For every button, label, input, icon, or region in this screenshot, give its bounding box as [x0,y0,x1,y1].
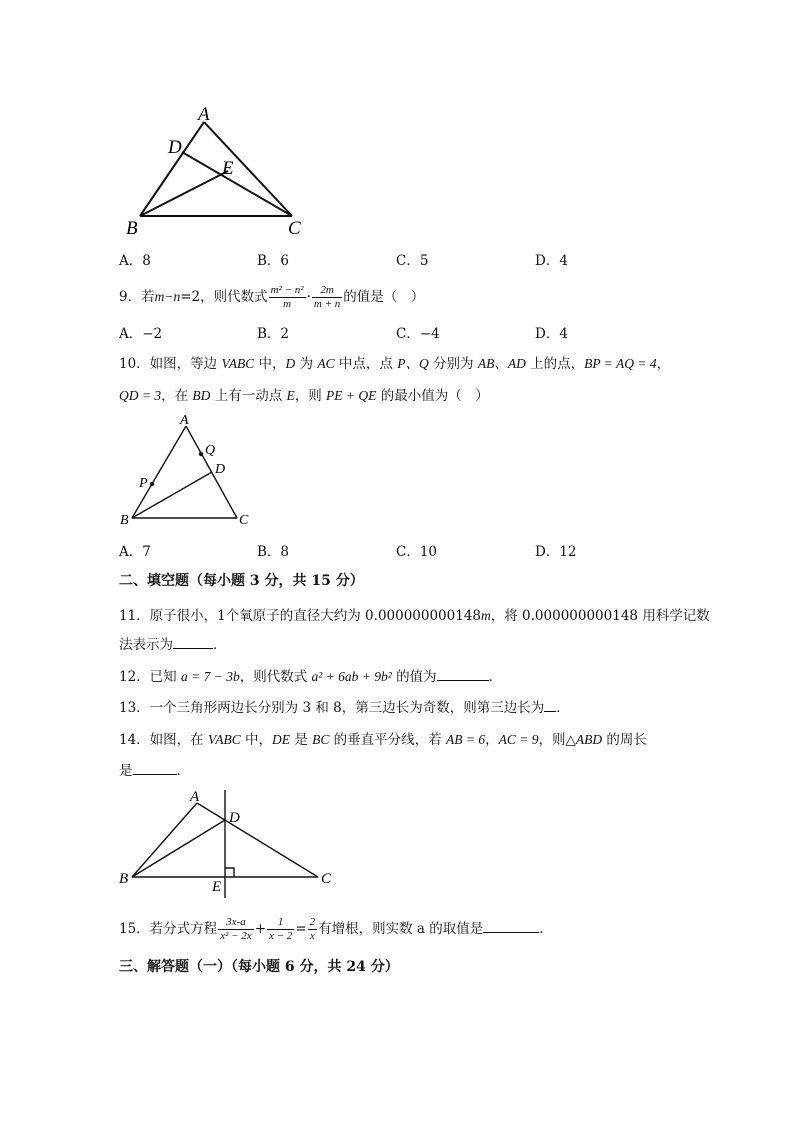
question-10-line-1 [119,352,670,372]
section-3-heading: 三、解答题（一）（每小题 6 分，共 24 分） [119,959,399,975]
question-14-line-1 [119,728,647,748]
q14-text-a: 14．如图，在 [119,732,208,748]
q9-option-a: A．−2 [119,326,163,342]
segment-ab [132,803,197,877]
q11-text-b: ，将 0.000000000148 用科学记数 [490,608,710,624]
label-b: B [119,871,129,887]
q15-equals: = [295,921,307,937]
q14-answer-blank [133,762,177,775]
q14-equation-ab: AB = 6 [445,732,486,747]
q10-text-k: 的最小值为（ ） [376,388,489,404]
q11-unit: m [481,608,491,623]
q14-triangle: VABC [207,732,241,747]
q15-frac2-denominator: x − 2 [269,930,293,942]
label-a: A [180,413,189,428]
q10-text-c: 为 [295,356,318,372]
label-c: C [321,871,332,887]
label-d: D [215,462,226,477]
question-14-line-2 [119,759,190,779]
q12-expression: a² + 6ab + 9b² [311,669,392,684]
q8-option-a: A．8 [119,253,151,269]
q14-equation-ac: AC = 9 [498,732,539,747]
q10-option-d: D．12 [535,544,577,560]
q15-frac3-denominator: x [309,930,315,942]
q9-fraction-2 [312,284,342,311]
q9-frac1-denominator: m [283,298,292,310]
figure-perpendicular-bisector [115,784,345,902]
q10-text-e: 分别为 [428,356,478,372]
q14-text-d: 的垂直平分线，若 [329,732,446,748]
q11-text-a: 11．原子很小，1个氧原子的直径大约为 0.000000000148 [119,608,482,624]
q8-option-b: B．6 [257,253,290,269]
q14-text-g: 的周长 [602,732,647,748]
label-q: Q [205,443,216,458]
q11-end: ． [213,637,227,653]
point-p [150,482,154,486]
q15-answer-blank [483,920,539,933]
right-angle-mark [225,868,234,877]
q14-triangle-abd: ABD [575,732,603,747]
question-9 [119,280,424,314]
q10-text-a: 10．如图，等边 [119,356,222,372]
q10-option-a: A．7 [119,544,151,560]
q11-text-c: 法表示为 [119,637,173,653]
q12-suffix: 的值为 [391,669,437,685]
question-12 [119,665,502,685]
q15-fraction-3 [308,916,318,943]
q15-end: ． [539,921,553,937]
q9-condition: m−n [154,289,181,304]
q13-end: ． [556,700,570,716]
q14-text-f: ，则△ [538,732,576,748]
q10-equation-1: BP = AQ = 4 [584,356,657,371]
q9-frac2-denominator: m + n [313,298,341,310]
q10-text-j: ，则 [294,388,327,404]
q12-equation: a = 7 − 3b [180,669,240,684]
segment-ac [204,122,292,216]
q15-fraction-1 [218,916,254,943]
q12-end: ． [488,669,503,685]
q11-answer-blank [173,636,213,649]
q13-text: 13．一个三角形两边长分别为 3 和 8，第三边长为奇数，则第三边长为 [119,700,545,716]
q10-points-pq: P、Q [397,356,429,371]
figure-triangle-abc-1 [118,100,318,240]
q9-option-d: D．4 [535,326,568,342]
q12-prefix: 12．已知 [119,669,181,685]
segment-ac [197,803,318,877]
q10-point-d: D [285,356,296,371]
q9-suffix: 的值是（ ） [343,289,425,305]
label-e: E [212,879,222,895]
q10-text-h: ，在 [161,388,193,404]
q10-triangle: VABC [221,356,255,371]
q10-point-e: E [286,388,295,403]
q10-segments-ab-ad: AB、AD [477,356,526,371]
q10-text-f: 上的点， [525,356,585,372]
segment-bd [132,820,225,877]
q8-option-d: D．4 [535,253,568,269]
label-c: C [239,513,249,528]
label-b: B [120,513,129,528]
question-11-line-1 [119,604,710,624]
q14-segment-de: DE [272,732,291,747]
question-11-line-2 [119,633,227,653]
q9-frac2-numerator: 2m [312,284,342,298]
segment-ab [132,426,186,518]
segment-dc [182,152,292,216]
figure-equilateral-triangle [115,412,265,532]
q13-answer-blank [544,699,556,712]
label-a: A [190,789,200,805]
q9-dot: · [306,289,311,305]
q10-text-b: 中， [254,356,286,372]
q9-condition-value: =2，则代数式 [180,289,268,305]
label-a: A [198,104,210,125]
question-10-line-2 [119,384,489,404]
q10-text-d: 中点，点 [334,356,398,372]
q15-fraction-2 [267,916,294,943]
q10-equation-2: QD = 3 [119,388,162,403]
q9-fraction-1 [269,284,306,311]
segment-be [140,171,228,216]
q14-text-e: ， [485,732,499,748]
question-15 [119,910,553,948]
q14-text-c: 是 [290,732,313,748]
section-2-heading: 二、填空题（每小题 3 分，共 15 分） [119,573,364,589]
label-p: P [139,476,148,491]
q14-segment-bc: BC [312,732,330,747]
q15-frac1-numerator: 3x-a [218,916,254,930]
q15-prefix: 15．若分式方程 [119,921,218,937]
q10-option-b: B．8 [257,544,290,560]
q10-text-g: ， [656,356,671,372]
question-13 [119,696,570,716]
label-b: B [126,218,138,239]
q10-segment-bd: BD [192,388,211,403]
q9-prefix: 9．若 [119,289,155,305]
q14-text-h: 是 [119,763,133,779]
label-d: D [229,810,240,826]
q15-frac1-denominator: x² − 2x [220,930,252,942]
q14-text-b: 中， [240,732,273,748]
q10-expression: PE + QE [326,388,377,403]
q14-end: ． [176,763,190,779]
q9-option-c: C．−4 [396,326,440,342]
q9-frac1-numerator: m² − n² [270,284,304,296]
q12-answer-blank [437,668,489,681]
q8-option-c: C．5 [396,253,429,269]
label-c: C [288,218,301,239]
label-e: E [222,158,234,179]
q10-option-c: C．10 [396,544,438,560]
q15-frac3-numerator: 2 [309,916,316,928]
point-q [199,452,203,456]
q15-frac2-numerator: 1 [267,916,294,930]
q12-middle: ，则代数式 [239,669,312,685]
q10-text-i: 上有一动点 [210,388,287,404]
q9-option-b: B．2 [257,326,290,342]
q15-plus: + [254,921,266,937]
label-d: D [168,137,182,158]
q15-suffix: 有增根，则实数 a 的取值是 [318,921,484,937]
q10-segment-ac: AC [317,356,335,371]
